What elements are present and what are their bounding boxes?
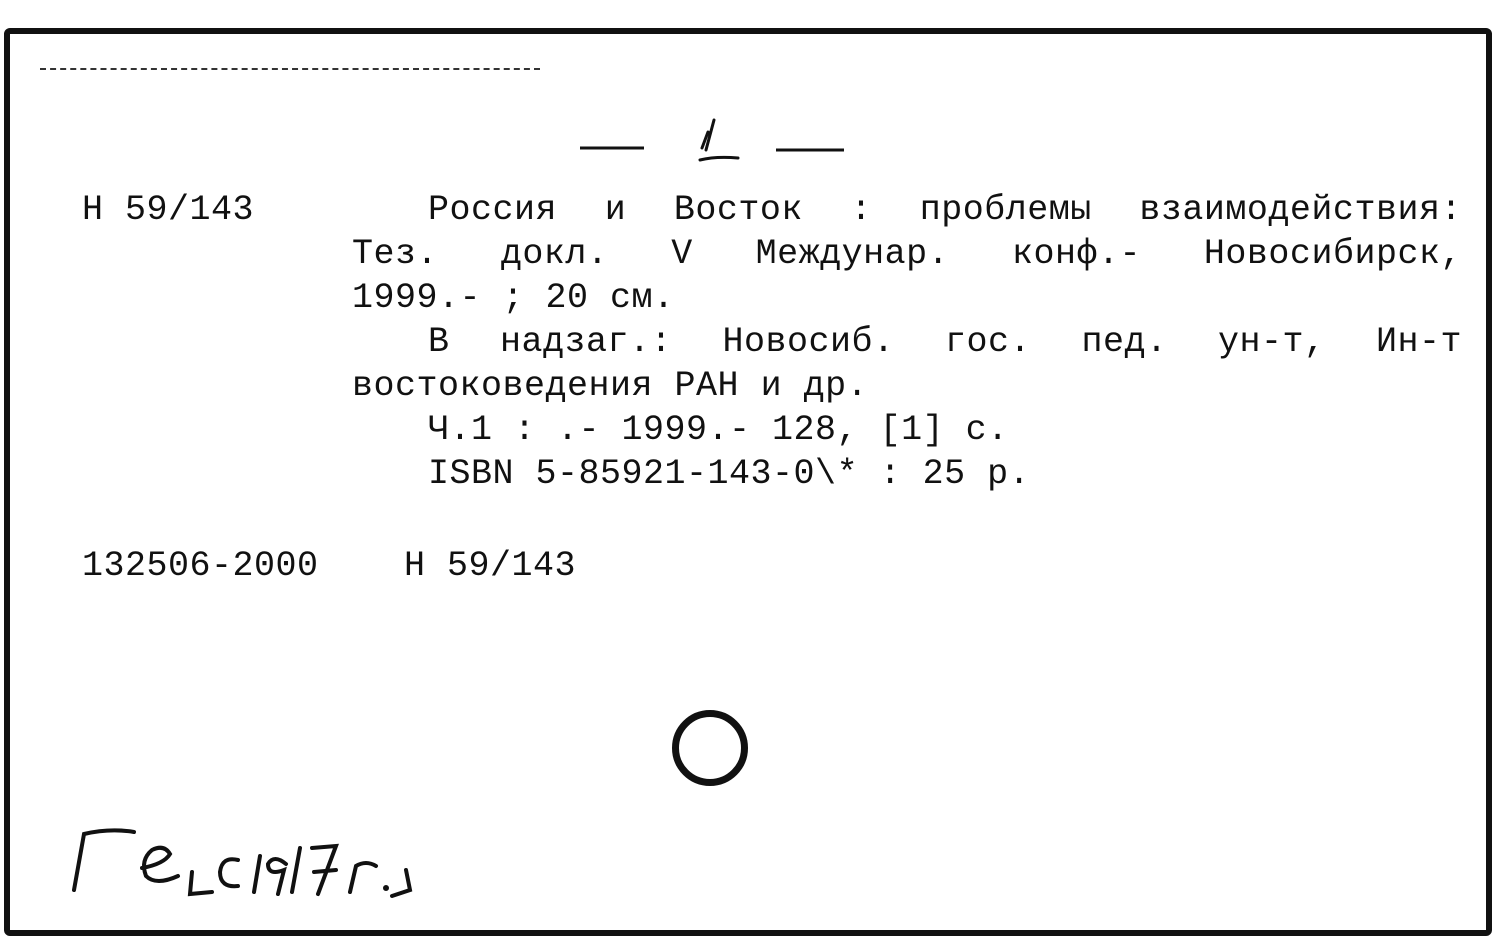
date-size-line: 1999.- ; 20 см. (352, 278, 675, 318)
inventory-number: 132506-2000 (82, 546, 319, 586)
handwritten-note (60, 790, 460, 900)
word: взаимодействия: (1139, 190, 1462, 230)
word: V (671, 234, 693, 274)
shelfmark-top: Н 59/143 (82, 190, 255, 230)
word: и (604, 190, 627, 230)
word: : (850, 190, 873, 230)
card-number-text: 1 (714, 152, 715, 153)
word: пед. (1081, 322, 1168, 362)
punch-hole (672, 710, 748, 786)
word: Россия (428, 190, 558, 230)
isbn-line: ISBN 5-85921-143-0\* : 25 р. (428, 454, 1031, 494)
volume-line: Ч.1 : .- 1999.- 128, [1] с. (428, 410, 1009, 450)
word: Новосибирск, (1203, 234, 1462, 274)
word: ун-т, (1217, 322, 1326, 362)
card-number (578, 112, 848, 172)
title-line (352, 188, 1462, 232)
word: В (428, 322, 450, 362)
word: Ин-т (1375, 322, 1462, 362)
word: конф.- (1012, 234, 1142, 274)
handwritten-note-text: Ге с 1917г. (60, 898, 67, 899)
shelfmark-bottom: Н 59/143 (404, 546, 577, 586)
header-note-continuation: востоковедения РАН и др. (352, 366, 869, 406)
word: Тез. (352, 234, 439, 274)
bibliographic-description (352, 188, 1462, 496)
word: докл. (500, 234, 609, 274)
word: Междунар. (755, 234, 950, 274)
word: проблемы (919, 190, 1092, 230)
word: гос. (944, 322, 1031, 362)
header-note-line (352, 320, 1462, 364)
word: Новосиб. (722, 322, 895, 362)
word: Восток (673, 190, 803, 230)
word: надзаг.: (499, 322, 673, 362)
top-dashed-rule (40, 68, 540, 70)
publication-line (352, 232, 1462, 276)
